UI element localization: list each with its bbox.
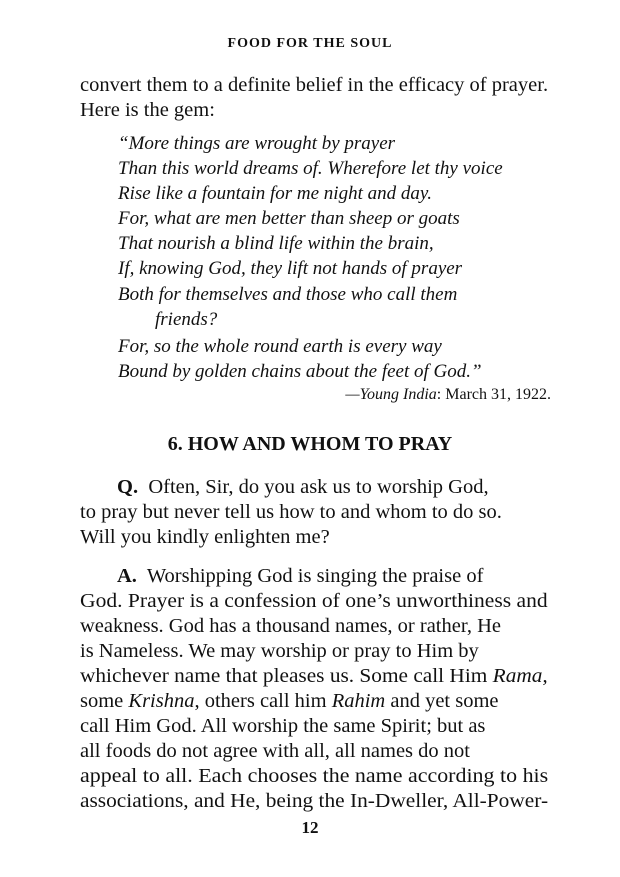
answer-line-4: is Nameless. We may worship or pray to Him by <box>80 640 479 662</box>
answer-line-1 <box>117 564 483 589</box>
question-line-1 <box>117 475 489 500</box>
answer-line-9: appeal to all. Each chooses the name according to his <box>80 765 549 787</box>
answer-line-5-text: whichever name that pleases us. Some call Him <box>80 665 493 687</box>
page-number: 12 <box>301 818 319 837</box>
attribution-source: —Young India <box>345 386 437 403</box>
poem-line-1: “More things are wrought by prayer <box>118 133 396 154</box>
running-head: FOOD FOR THE SOUL <box>227 36 393 51</box>
intro-line-2: Here is the gem: <box>80 99 215 121</box>
name-krishna: Krishna <box>128 690 195 712</box>
poem-line-3: Rise like a fountain for me night and day. <box>118 183 432 204</box>
answer-label: A. <box>117 565 137 587</box>
poem-line-6: If, knowing God, they lift not hands of prayer <box>118 258 463 279</box>
poem-attribution <box>345 386 551 404</box>
answer-line-10: associations, and He, being the In-Dweller, All-Power- <box>80 790 549 812</box>
poem-line-8: friends? <box>155 309 218 330</box>
question-line-2: to pray but never tell us how to and whom to do so. <box>80 501 502 523</box>
poem-line-10: Bound by golden chains about the feet of God.” <box>118 361 482 382</box>
answer-line-8: all foods do not agree with all, all names do not <box>80 740 470 762</box>
answer-line-5 <box>80 664 548 689</box>
attribution-date: : March 31, 1922. <box>436 386 551 403</box>
intro-line-1: convert them to a definite belief in the efficacy of prayer. <box>80 74 549 96</box>
answer-line-1-text: Worshipping God is singing the praise of <box>146 565 484 587</box>
answer-line-6-b: , others call him <box>194 690 332 712</box>
answer-line-6-c: and yet some <box>385 690 499 712</box>
name-rama: Rama, <box>492 665 548 687</box>
poem-line-5: That nourish a blind life within the brain, <box>118 233 434 254</box>
answer-line-7: call Him God. All worship the same Spirit; but as <box>80 715 486 737</box>
answer-line-6-a: some <box>80 690 129 712</box>
answer-line-6 <box>80 689 499 714</box>
name-rahim: Rahim <box>331 690 386 712</box>
question-label: Q. <box>117 476 139 498</box>
question-line-1-text: Often, Sir, do you ask us to worship God, <box>148 476 489 498</box>
section-heading: 6. HOW AND WHOM TO PRAY <box>167 433 453 455</box>
poem-line-7: Both for themselves and those who call them <box>118 284 458 305</box>
question-line-3: Will you kindly enlighten me? <box>80 526 330 548</box>
answer-line-2: God. Prayer is a confession of one’s unworthiness and <box>80 590 548 612</box>
poem-line-4: For, what are men better than sheep or goats <box>118 208 460 229</box>
poem-line-9: For, so the whole round earth is every way <box>118 336 442 357</box>
poem-line-2: Than this world dreams of. Wherefore let thy voice <box>118 158 503 179</box>
answer-line-3: weakness. God has a thousand names, or rather, He <box>80 615 502 637</box>
